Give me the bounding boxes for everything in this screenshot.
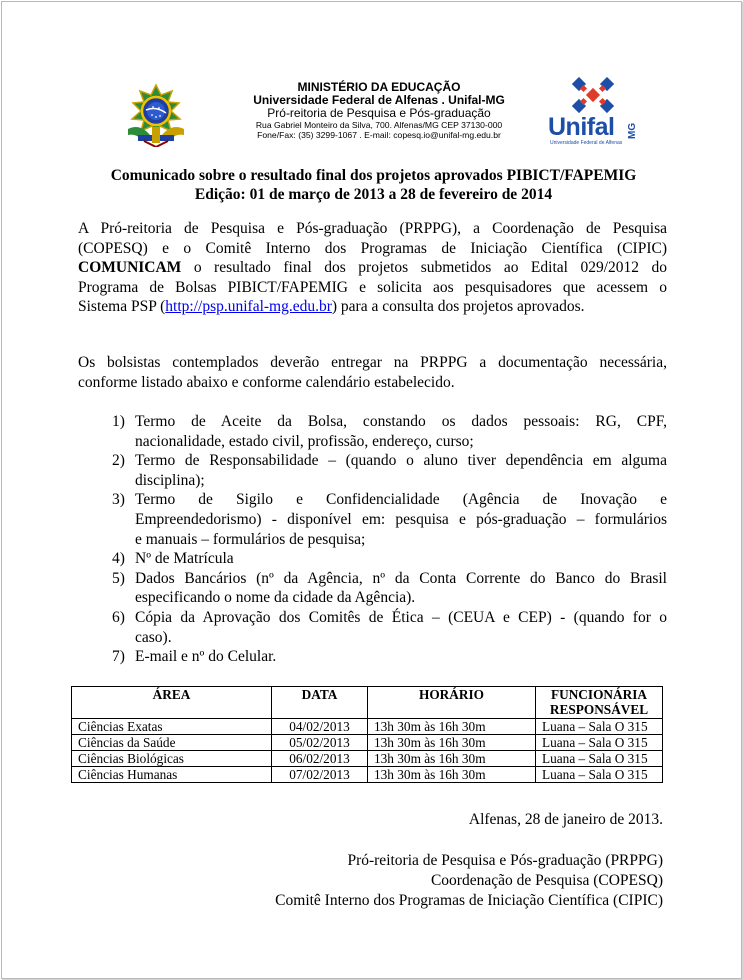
- table-cell-area: Ciências Humanas: [72, 767, 272, 783]
- list-item-text: [135, 647, 667, 667]
- list-item-line: E-mail e nº do Celular.: [135, 648, 277, 666]
- phone-email: Fone/Fax: (35) 3299-1067 . E-mail: copesq.io@unifal-mg.edu.br: [257, 130, 501, 140]
- list-item: [78, 412, 667, 451]
- university-name: Universidade Federal de Alfenas . Unifal-MG: [253, 93, 505, 107]
- table-cell-area: Ciências Exatas: [72, 719, 272, 735]
- list-item-number: 2): [112, 452, 125, 470]
- place-and-date: Alfenas, 28 de janeiro de 2013.: [468, 811, 663, 828]
- list-item-line: Termo de Sigilo e Confidencialidade (Agência de Inovação e: [135, 491, 667, 509]
- required-documents-list: [78, 412, 667, 667]
- table-cell-staff: Luana – Sala O 315: [536, 767, 663, 783]
- list-item-number: 3): [112, 491, 125, 509]
- column-header-staff: FUNCIONÁRIA RESPONSÁVEL: [536, 687, 663, 719]
- signature-line: Coordenação de Pesquisa (COPESQ): [430, 872, 663, 889]
- list-item-line: e manuais – formulários de pesquisa;: [135, 530, 366, 548]
- table-row: [72, 719, 663, 735]
- bold-keyword: COMUNICAM: [78, 259, 182, 277]
- logo-wordmark: Unifal: [548, 113, 615, 141]
- table-cell-time: 13h 30m às 16h 30m: [368, 719, 536, 735]
- table-header-row: [72, 687, 663, 719]
- column-header-time: HORÁRIO: [368, 687, 536, 719]
- unifal-mark-icon: [572, 77, 614, 115]
- table-cell-staff: Luana – Sala O 315: [536, 735, 663, 751]
- table-row: [72, 767, 663, 783]
- list-item-text: [135, 549, 667, 569]
- list-item-line: Cópia da Aprovação dos Comitês de Ética – (CEUA e CEP) - (quando for o: [135, 608, 667, 626]
- address: Rua Gabriel Monteiro da Silva, 700. Alfenas/MG CEP 37130-000: [255, 120, 503, 130]
- unifal-logo: [548, 77, 644, 145]
- letterhead: [2, 77, 742, 157]
- list-item-line: Termo de Aceite da Bolsa, constando os dados pessoais: RG, CPF,: [135, 413, 667, 430]
- list-item: [78, 608, 667, 647]
- paragraph-line: COMUNICAM o resultado final dos projetos submetidos ao Edital 029/2012 do: [78, 259, 667, 277]
- paragraph-line: Os bolsistas contemplados deverão entregar na PRPPG a documentação necessária,: [78, 354, 667, 371]
- paragraph-announcement: [78, 219, 667, 317]
- list-item-text: [135, 412, 667, 451]
- table-cell-staff: Luana – Sala O 315: [536, 751, 663, 767]
- list-item: [78, 569, 667, 608]
- list-item-line: Empreendedorismo) - disponível em: pesquisa e pós-graduação – formulários: [135, 510, 667, 528]
- table-cell-staff: Luana – Sala O 315: [536, 719, 663, 735]
- list-item-line: caso).: [135, 628, 172, 646]
- coat-of-arms-icon: [122, 83, 190, 147]
- document-title: [2, 166, 742, 204]
- table-cell-date: 05/02/2013: [272, 735, 368, 751]
- list-item: [78, 451, 667, 490]
- logo-subtitle: Universidade Federal de Alfenas: [550, 140, 623, 146]
- list-item-line: Termo de Responsabilidade – (quando o aluno tiver dependência em alguma: [135, 452, 667, 470]
- table-cell-date: 07/02/2013: [272, 767, 368, 783]
- signature-block: [275, 851, 663, 911]
- table-cell-time: 13h 30m às 16h 30m: [368, 751, 536, 767]
- list-item-line: Dados Bancários (nº da Agência, nº da Conta Corrente do Banco do Brasil: [135, 569, 667, 587]
- logo-state: MG: [627, 122, 638, 139]
- signature-line: Pró-reitoria de Pesquisa e Pós-graduação (PRPPG): [347, 852, 663, 869]
- list-item: [78, 647, 667, 667]
- table-row: [72, 735, 663, 751]
- list-item-text: [135, 451, 667, 490]
- pro-rectory-name: Pró-reitoria de Pesquisa e Pós-graduação: [267, 106, 491, 120]
- paragraph-line: conforme listado abaixo e conforme calendário estabelecido.: [78, 373, 455, 391]
- table-cell-time: 13h 30m às 16h 30m: [368, 767, 536, 783]
- list-item-number: 7): [112, 648, 125, 666]
- table-row: [72, 751, 663, 767]
- list-item-text: [135, 608, 667, 647]
- list-item-line: disciplina);: [135, 471, 205, 489]
- paragraph-line: (COPESQ) e o Comitê Interno dos Programas de Iniciação Científica (CIPIC): [78, 239, 667, 257]
- list-item-number: 4): [112, 550, 125, 568]
- list-item-line: Nº de Matrícula: [135, 550, 234, 568]
- column-header-area: ÁREA: [72, 687, 272, 719]
- list-item-number: 5): [112, 569, 125, 587]
- letterhead-text: [212, 81, 546, 140]
- table-cell-date: 06/02/2013: [272, 751, 368, 767]
- signature-line: Comitê Interno dos Programas de Iniciação Científica (CIPIC): [275, 892, 663, 909]
- list-item-line: nacionalidade, estado civil, profissão, endereço, curso;: [135, 432, 474, 450]
- table-cell-area: Ciências da Saúde: [72, 735, 272, 751]
- title-line-1: Comunicado sobre o resultado final dos projetos aprovados PIBICT/FAPEMIG: [110, 167, 637, 184]
- psp-system-link[interactable]: http://psp.unifal-mg.edu.br: [165, 298, 332, 316]
- document-page: [1, 1, 742, 979]
- table-cell-area: Ciências Biológicas: [72, 751, 272, 767]
- list-item-text: [135, 569, 667, 608]
- list-item: [78, 549, 667, 569]
- list-item-number: 6): [112, 608, 125, 626]
- list-item: [78, 490, 667, 549]
- title-line-2: Edição: 01 de março de 2013 a 28 de fevereiro de 2014: [194, 186, 553, 203]
- table-cell-time: 13h 30m às 16h 30m: [368, 735, 536, 751]
- paragraph-line: A Pró-reitoria de Pesquisa e Pós-graduação (PRPPG), a Coordenação de Pesquisa: [78, 220, 667, 237]
- list-item-text: [135, 490, 667, 549]
- paragraph-line: Sistema PSP (http://psp.unifal-mg.edu.br) para a consulta dos projetos aprovados.: [78, 298, 585, 316]
- schedule-table: [71, 686, 663, 783]
- ministry-name: MINISTÉRIO DA EDUCAÇÃO: [297, 80, 461, 94]
- column-header-date: DATA: [272, 687, 368, 719]
- list-item-line: especificando o nome da cidade da Agência).: [135, 589, 416, 607]
- paragraph-line: Programa de Bolsas PIBICT/FAPEMIG e solicita aos pesquisadores que acessem o: [78, 278, 667, 296]
- table-cell-date: 04/02/2013: [272, 719, 368, 735]
- list-item-number: 1): [112, 413, 125, 430]
- paragraph-instructions: [78, 353, 667, 392]
